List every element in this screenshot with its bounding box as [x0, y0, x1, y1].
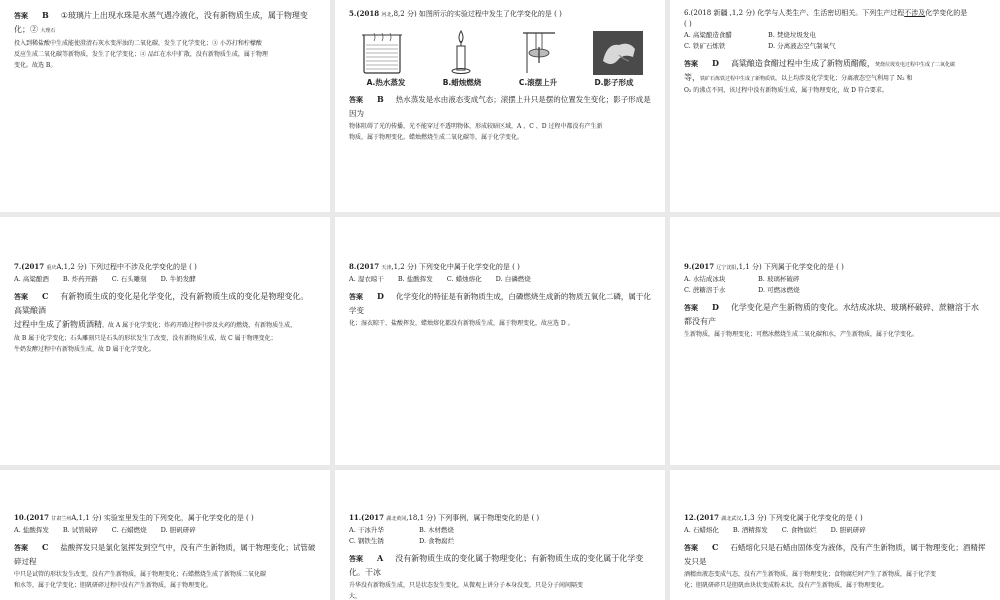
question-source: 河北 — [381, 12, 392, 18]
answer-line: 升华没有新物质生成，只是状态发生变化，从微观上讲分子本身没变，只是分子间间隔变 — [349, 582, 584, 589]
option-row — [684, 41, 986, 52]
answer-text: ，以上均涉及化学变化；分离液态空气利用了 N₂ 和 — [775, 75, 913, 82]
question-emphasis: 不涉及 — [904, 9, 926, 17]
answer-label: 答案 — [349, 293, 363, 301]
option-a: A. 干冰升华 — [349, 526, 384, 534]
question-text: ,1,1 分) 下列属于化学变化的是 ( ) — [736, 263, 844, 271]
option-d: D. 食物腐烂 — [419, 537, 455, 545]
option-c: C. 食物腐烂 — [781, 526, 817, 534]
answer-block — [14, 8, 316, 38]
option-row — [14, 525, 316, 536]
answer-text: ①玻璃片上出现水珠是水蒸气遇冷液化，没有新物质生成，属于物理变化；② — [14, 11, 308, 34]
question-stem — [349, 8, 651, 21]
question-stem — [684, 8, 986, 19]
option-b: B. 炸药开路 — [62, 275, 98, 283]
candle-icon — [449, 29, 473, 75]
answer-letter: C — [42, 291, 49, 301]
hand-shadow-icon — [593, 31, 643, 75]
option-d: D. 分离液态空气制氧气 — [768, 42, 836, 50]
figure-label-c: C.滚摆上升 — [518, 78, 558, 87]
answer-note: 铁矿石炼铁过程中生成了新物质铁 — [700, 76, 776, 82]
option-c: C. 石头雕刻 — [111, 275, 147, 283]
question-number: 12.(2017 — [684, 513, 719, 522]
option-row — [14, 274, 316, 285]
question-number: 10.(2017 — [14, 513, 49, 522]
answer-letter: C — [712, 542, 719, 552]
question-paren: ( ) — [684, 20, 692, 28]
option-a: A. 高粱酿造食醋 — [684, 31, 732, 39]
question-text: A,1,2 分) 下列过程中不涉及化学变化的是 ( ) — [56, 263, 197, 271]
beaker-icon — [360, 29, 404, 75]
answer-line: 中只是试管的形状发生改变，没有产生新物质，属于物理变化；石蜡燃烧生成了新物质二氧化碳 — [14, 571, 267, 578]
option-c: C. 钢铁生锈 — [349, 537, 384, 545]
answer-letter: D — [712, 302, 719, 312]
yo-yo-figure — [512, 27, 566, 75]
answer-text: 高粱酿造食醋过程中生成了新物质醋酸， — [730, 59, 875, 68]
answer-line: 大， — [349, 593, 362, 600]
option-d: D. 可燃冰燃烧 — [758, 286, 800, 294]
answer-label: 答案 — [684, 544, 698, 552]
panel-question-11 — [335, 470, 665, 600]
answer-text: 石蜡熔化只是石蜡由固体变为液体，没有产生新物质，属于物理变化；酒精挥发只是 — [684, 543, 986, 566]
answer-label: 答案 — [684, 304, 698, 312]
answer-text: 有新物质生成的变化是化学变化，没有新物质生成的变化是物理变化。高粱酿酒 — [14, 292, 309, 315]
answer-letter: A — [377, 553, 384, 563]
figure-label-a: A.热水蒸发 — [366, 78, 406, 87]
option-b: B. 木材燃烧 — [419, 526, 454, 534]
answer-line: O₂ 的沸点不同，该过程中没有新物质生成，属于物理变化，故 D 符合要求。 — [684, 87, 888, 94]
answer-text: 过程中生成了新物质酒精 — [14, 320, 102, 329]
option-row — [349, 525, 651, 536]
panel-question-10 — [0, 470, 330, 600]
answer-line — [684, 72, 986, 85]
candle-figure — [434, 27, 488, 75]
answer-text: 化学变化是产生新物质的变化。水结成冰块、玻璃杯破碎、蔗糖溶于水都没有产 — [684, 303, 979, 326]
question-number: 11.(2017 — [349, 513, 384, 522]
answer-block — [14, 540, 316, 569]
answer-label: 答案 — [684, 60, 698, 68]
question-source: 辽宁沈阳 — [716, 265, 737, 271]
answer-line: 投入到稀盐酸中生成能使澄清石灰水变浑浊的二氧化碳，发生了化学变化；③ 小苏打和柠檬酸 — [14, 40, 262, 47]
option-a: A. 石蜡熔化 — [684, 526, 719, 534]
answer-line: 生新物质，属于物理变化；可燃冰燃烧生成二氧化碳和水，产生新物质，属于化学变化。 — [684, 331, 919, 338]
option-a: A. 湿衣晾干 — [349, 275, 384, 283]
question-number: 8.(2017 — [349, 262, 380, 271]
answer-letter: D — [712, 58, 719, 68]
option-row — [684, 274, 986, 285]
answer-line: 反应生成二氧化碳等新物质，发生了化学变化；④ 品红在水中扩散，没有新物质生成，属于物理 — [14, 51, 268, 58]
answer-block — [14, 289, 316, 318]
answer-line: 变化。故选 B。 — [14, 62, 57, 69]
beaker-figure — [355, 27, 409, 75]
question-text: ,1,3 分) 下列变化属于化学变化的是 ( ) — [741, 514, 863, 522]
question-text: ,8,2 分) 如图所示的实验过程中发生了化学变化的是 ( ) — [391, 10, 562, 18]
answer-line: 牛奶发酵过程中有新物质生成，故 D 属于化学变化。 — [14, 346, 155, 353]
option-d: D. 胆矾研碎 — [160, 526, 196, 534]
panel-answer-4 — [0, 0, 330, 212]
option-row — [349, 536, 651, 547]
question-source: 湖北黄冈 — [386, 516, 407, 522]
answer-note: 焚烧垃圾发电过程中生成了二氧化碳 — [874, 62, 955, 68]
question-text-end: 化学变化的是 — [925, 9, 968, 17]
answer-block — [349, 551, 651, 580]
option-a: A. 高粱酿酒 — [14, 275, 49, 283]
panel-question-6 — [670, 0, 1000, 212]
answer-line: 和水等，属于化学变化；胆矾研碎过程中没有产生新物质，属于物理变化。 — [14, 582, 213, 589]
question-number: 9.(2017 — [684, 262, 715, 271]
option-b: B. 试管破碎 — [62, 526, 98, 534]
question-number: 5.(2018 — [349, 9, 380, 18]
panel-question-5 — [335, 0, 665, 212]
option-c: C. 铁矿石炼铁 — [684, 42, 726, 50]
answer-line: 故 B 属于化学变化；石头雕刻只是石头的形状发生了改变，没有新物质生成，故 C 属于物理变化； — [14, 335, 277, 342]
answer-label: 答案 — [14, 293, 28, 301]
answer-line — [14, 318, 316, 333]
option-row — [684, 30, 986, 41]
option-row — [684, 285, 986, 296]
figure-label-d: D.影子形成 — [594, 78, 634, 87]
option-row — [349, 274, 651, 285]
pendulum-icon — [519, 29, 559, 75]
answer-block — [684, 56, 986, 72]
answer-line: 物体阻碍了光的传播，光不能穿过不透明物体，形成较暗区域，A 、C 、D 过程中都没有产生新 — [349, 123, 603, 130]
panel-question-12 — [670, 470, 1000, 600]
answer-text: 化学变化的特征是有新物质生成，白磷燃烧生成新的物质五氧化二磷，属于化学变 — [349, 292, 651, 315]
question-source: 甘肃兰州 — [51, 516, 72, 522]
option-a: A. 盐酸挥发 — [14, 526, 49, 534]
option-d: D. 胆矾研碎 — [830, 526, 866, 534]
question-text: 6.(2018 新疆 ,1,2 分) 化学与人类生产、生活密切相关。下列生产过程 — [684, 9, 905, 17]
figure-labels — [351, 77, 649, 88]
answer-letter: C — [42, 542, 49, 552]
figure-label-b: B.蜡烛燃烧 — [442, 78, 482, 87]
question-text: A,1,1 分) 实验室里发生的下列变化，属于化学变化的是 ( ) — [71, 514, 254, 522]
option-a: A. 水结成冰块 — [684, 275, 726, 283]
option-b: B. 盐酸挥发 — [397, 275, 433, 283]
answer-label: 答案 — [14, 12, 28, 20]
question-source: 重庆 — [46, 265, 57, 271]
figure-row — [355, 27, 645, 75]
answer-block — [349, 92, 651, 121]
answer-line: 物质，属于物理变化。蜡烛燃烧生成二氧化碳等，属于化学变化。 — [349, 134, 524, 141]
option-d: D. 牛奶发酵 — [160, 275, 196, 283]
option-c: C. 蜡烛熔化 — [446, 275, 482, 283]
question-stem — [349, 512, 651, 525]
answer-block — [684, 300, 986, 329]
panel-question-7 — [0, 217, 330, 465]
question-text: ,18,1 分) 下列事例，属于物理变化的是 ( ) — [406, 514, 540, 522]
option-c: C. 石蜡燃烧 — [111, 526, 147, 534]
option-c: C. 蔗糖溶于水 — [684, 286, 726, 294]
panel-question-8 — [335, 217, 665, 465]
answer-label: 答案 — [14, 544, 28, 552]
answer-line: 化；胆矾研碎只是胆矾由块状变成粉末状，没有产生新物质，属于物理变化。 — [684, 582, 889, 589]
answer-text: 等， — [684, 73, 700, 82]
answer-text: 没有新物质生成的变化属于物理变化；有新物质生成的变化属于化学变化。干冰 — [349, 554, 644, 577]
answer-note: 大理石 — [40, 28, 56, 34]
answer-text: 盐酸挥发只是氯化氢挥发到空气中，没有产生新物质，属于物理变化；试管破碎过程 — [14, 543, 316, 566]
question-number: 7.(2017 — [14, 262, 45, 271]
question-stem — [14, 512, 316, 525]
option-b: B. 玻璃杯破碎 — [758, 275, 800, 283]
answer-block — [349, 289, 651, 318]
answer-text: 热水蒸发是水由液态变成气态；滚摆上升只是摆的位置发生变化；影子形成是因为 — [349, 95, 651, 118]
answer-line: 酒精由液态变成气态，没有产生新物质，属于物理变化；食物腐烂时产生了新物质，属于化学变 — [684, 571, 937, 578]
panel-question-9 — [670, 217, 1000, 465]
question-stem — [684, 261, 986, 274]
question-stem — [349, 261, 651, 274]
option-d: D. 白磷燃烧 — [495, 275, 531, 283]
question-stem — [14, 261, 316, 274]
answer-letter: B — [377, 94, 384, 104]
answer-block — [684, 540, 986, 569]
answer-label: 答案 — [349, 555, 363, 563]
question-text: ,1,2 分) 下列变化中属于化学变化的是 ( ) — [391, 263, 520, 271]
question-source: 湖北武汉 — [721, 516, 742, 522]
answer-line: 化；湿衣晾干、盐酸挥发，蜡烛熔化都没有新物质生成，属于物理变化，故应选 D 。 — [349, 320, 574, 327]
answer-letter: B — [42, 10, 49, 20]
question-stem — [684, 512, 986, 525]
question-source: 天津 — [381, 265, 392, 271]
answer-label: 答案 — [349, 96, 363, 104]
answer-letter: D — [377, 291, 384, 301]
answer-text-small: ，故 A 属于化学变化；炸药开路过程中涉及火药的燃烧，有新物质生成， — [102, 322, 297, 329]
option-b: B. 酒精挥发 — [732, 526, 768, 534]
option-row — [684, 525, 986, 536]
option-b: B. 焚烧垃圾发电 — [768, 31, 816, 39]
shadow-figure — [591, 27, 645, 75]
